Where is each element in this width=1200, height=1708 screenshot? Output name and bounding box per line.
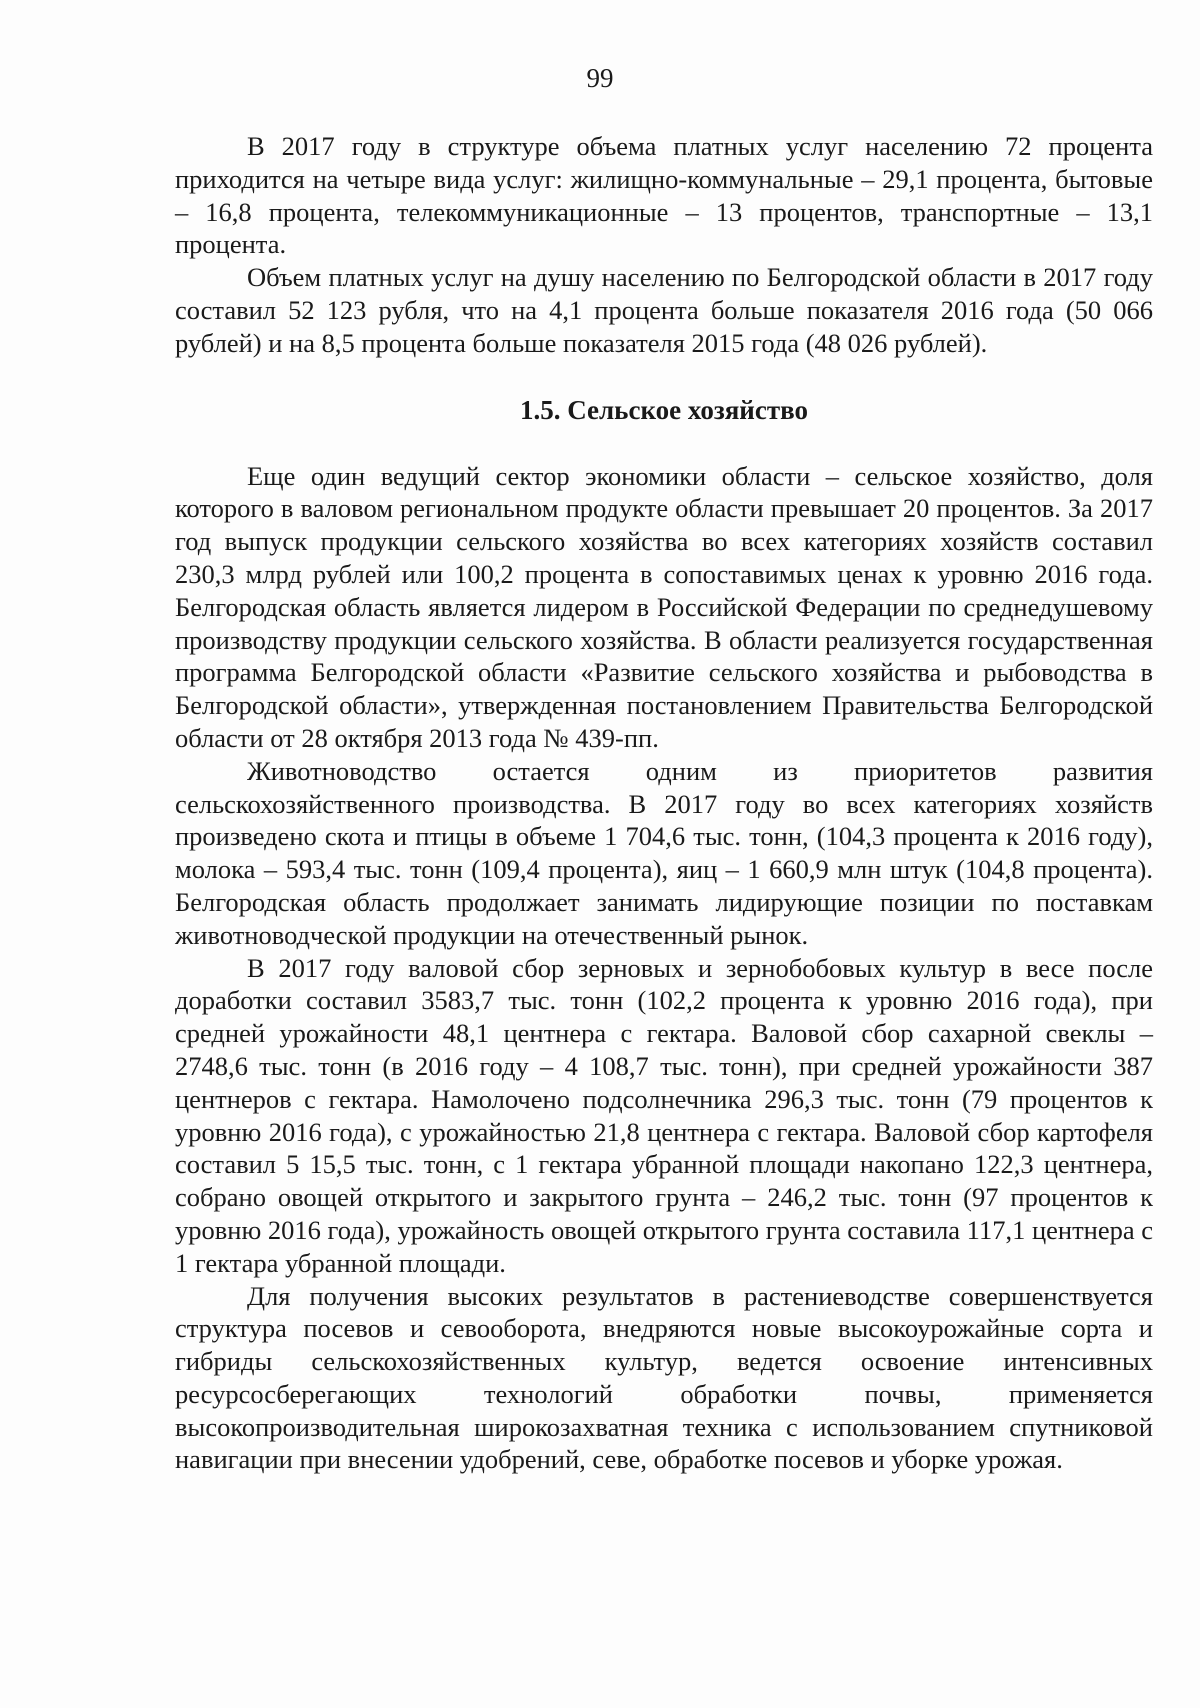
- page-content: [175, 130, 1153, 1476]
- paragraph-crop-technology: Для получения высоких результатов в растениеводстве совершенствуется структура посевов и севооборота, внедряются новые высокоурожайные сорта и гибриды сельскохозяйственных культур, ведется освоение интенсивных ресурсосберегающих технологий обработки почвы, применяется высокопроизводительная широкозахватная техника с использованием спутниковой навигации при внесении удобрений, севе, обработке посевов и уборке урожая.: [175, 1280, 1153, 1475]
- paragraph-crop-harvest: В 2017 году валовой сбор зерновых и зернобобовых культур в весе после доработки составил 3583,7 тыс. тонн (102,2 процента к уровню 2016 года), при средней урожайности 48,1 центнера с гектара. Валовой сбор сахарной свеклы – 2748,6 тыс. тонн (в 2016 году – 4 108,7 тыс. тонн), при средней урожайности 387 центнеров с гектара. Намолочено подсолнечника 296,3 тыс. тонн (79 процентов к уровню 2016 года), с урожайностью 21,8 центнера с гектара. Валовой сбор картофеля составил 5 15,5 тыс. тонн, с 1 гектара убранной площади накопано 122,3 центнера, собрано овощей открытого и закрытого грунта – 246,2 тыс. тонн (97 процентов к уровню 2016 года), урожайность овощей открытого грунта составила 117,1 центнера с 1 гектара убранной площади.: [175, 952, 1153, 1278]
- paragraph-agriculture-overview: Еще один ведущий сектор экономики области – сельское хозяйство, доля которого в валовом региональном продукте области превышает 20 процентов. За 2017 год выпуск продукции сельского хозяйства во всех категориях хозяйств составил 230,3 млрд рублей или 100,2 процента в сопоставимых ценах к уровню 2016 года. Белгородская область является лидером в Российской Федерации по среднедушевому производству продукции сельского хозяйства. В области реализуется государственная программа Белгородской области «Развитие сельского хозяйства и рыбоводства в Белгородской области», утвержденная постановлением Правительства Белгородской области от 28 октября 2013 года № 439-пп.: [175, 460, 1153, 753]
- page-number: 99: [586, 63, 614, 93]
- paragraph-paid-services-structure: В 2017 году в структуре объема платных услуг населению 72 процента приходится на четыре вида услуг: жилищно-коммунальные – 29,1 процента, бытовые – 16,8 процента, телекоммуникационные – 13 процентов, транспортные – 13,1 процента.: [175, 131, 1153, 260]
- section-heading: 1.5. Сельское хозяйство: [519, 394, 809, 425]
- paragraph-paid-services-per-capita: Объем платных услуг на душу населению по Белгородской области в 2017 году составил 52 123 рубля, что на 4,1 процента больше показателя 2016 года (50 066 рублей) и на 8,5 процента больше показателя 2015 года (48 026 рублей).: [175, 262, 1153, 358]
- paragraph-livestock: Животноводство остается одним из приоритетов развития сельскохозяйственного производства. В 2017 году во всех категориях хозяйств произведено скота и птицы в объеме 1 704,6 тыс. тонн, (104,3 процента к 2016 году), молока – 593,4 тыс. тонн (109,4 процента), яиц – 1 660,9 млн штук (104,8 процента). Белгородская область продолжает занимать лидирующие позиции по поставкам животноводческой продукции на отечественный рынок.: [175, 755, 1153, 950]
